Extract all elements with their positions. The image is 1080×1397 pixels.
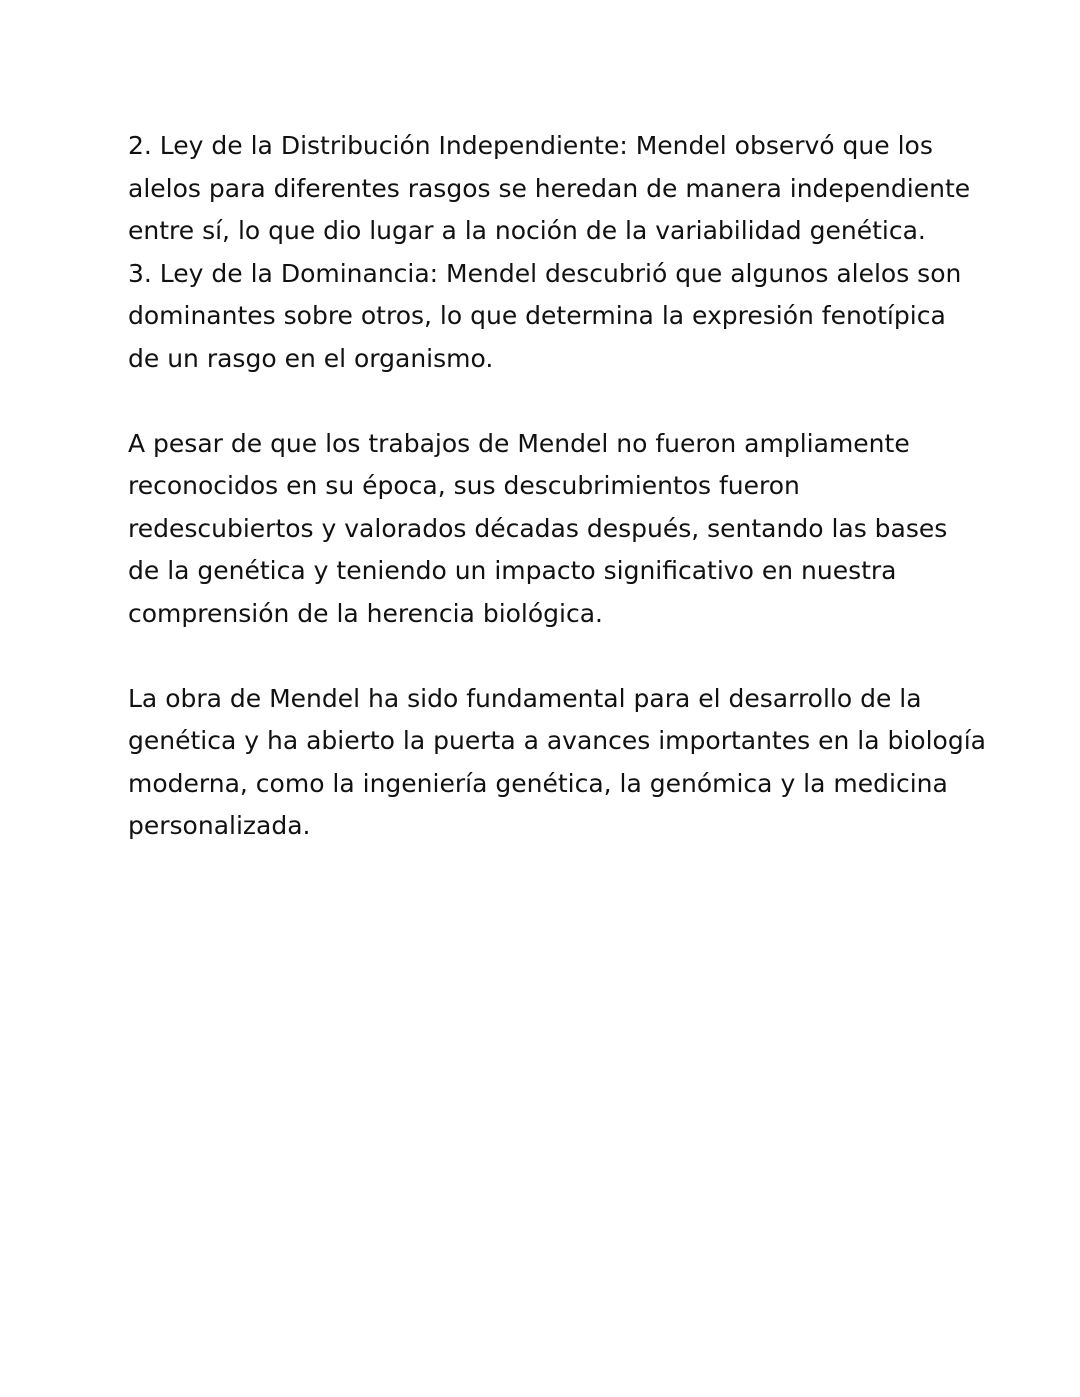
text-line: genética y ha abierto la puerta a avances importantes en la biología <box>128 726 986 755</box>
text-line: La obra de Mendel ha sido fundamental para el desarrollo de la <box>128 683 922 713</box>
text-line: dominantes sobre otros, lo que determina la expresión fenotípica <box>128 301 946 330</box>
text-line: 3. Ley de la Dominancia: Mendel descubrió que algunos alelos son <box>128 258 962 288</box>
text-line: alelos para diferentes rasgos se heredan de manera independiente <box>128 173 971 203</box>
text-line: comprensión de la herencia biológica. <box>128 598 603 628</box>
text-line: de la genética y teniendo un impacto significativo en nuestra <box>128 556 897 585</box>
paragraph-legacy <box>128 678 988 848</box>
text-line: moderna, como la ingeniería genética, la genómica y la medicina <box>128 768 948 798</box>
text-line: entre sí, lo que dio lugar a la noción de la variabilidad genética. <box>128 216 926 245</box>
text-line: personalizada. <box>128 811 311 840</box>
text-line: reconocidos en su época, sus descubrimientos fueron <box>128 471 800 500</box>
text-line: 2. Ley de la Distribución Independiente: Mendel observó que los <box>128 131 933 160</box>
text-line: redescubiertos y valorados décadas después, sentando las bases <box>128 513 948 543</box>
paragraph-mendel-laws <box>128 125 988 380</box>
text-line: A pesar de que los trabajos de Mendel no fueron ampliamente <box>128 428 910 458</box>
text-line: de un rasgo en el organismo. <box>128 343 494 373</box>
paragraph-recognition <box>128 423 988 636</box>
document-body <box>128 125 988 848</box>
